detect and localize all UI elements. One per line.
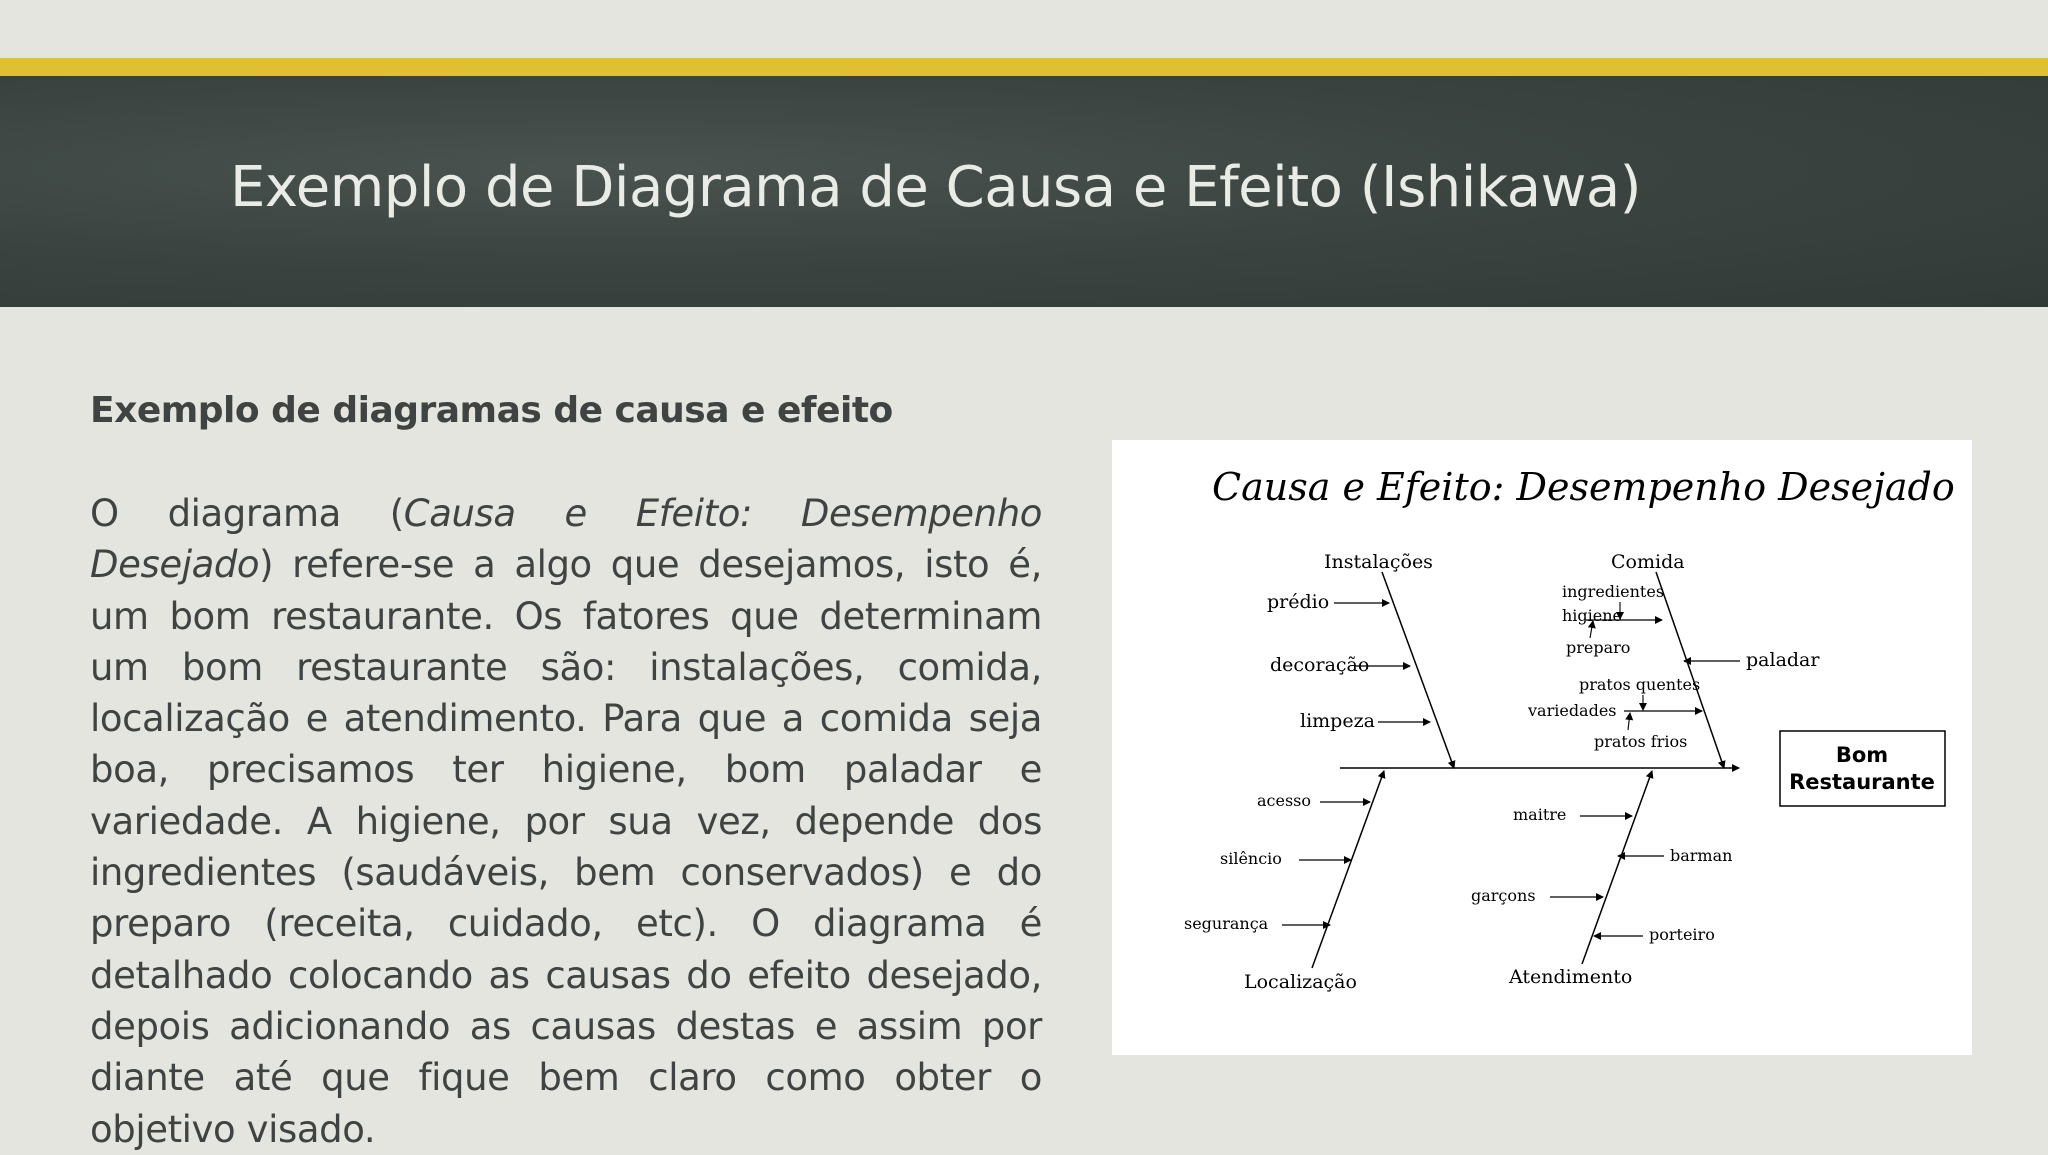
slide-title: Exemplo de Diagrama de Causa e Efeito (Ishikawa) <box>230 155 1642 220</box>
cause-predio: prédio <box>1267 591 1330 613</box>
cause-seguranca: segurança <box>1184 914 1269 933</box>
subcause-ingredientes: ingredientes <box>1562 582 1665 601</box>
cause-barman: barman <box>1670 846 1733 865</box>
fishbone-figure <box>1112 440 1972 1055</box>
effect-label-line1: Bom <box>1835 743 1889 767</box>
cause-silencio: silêncio <box>1220 849 1282 868</box>
cause-decoracao: decoração <box>1270 654 1370 676</box>
cause-garcons: garçons <box>1471 886 1536 905</box>
subcause-preparo: preparo <box>1566 638 1631 657</box>
subcause-arrow-pratos-frios <box>1628 713 1630 730</box>
category-localizacao: Localização <box>1244 971 1357 993</box>
category-comida: Comida <box>1611 551 1685 573</box>
category-instalacoes: Instalações <box>1324 551 1433 573</box>
effect-label-line2: Restaurante <box>1789 770 1935 794</box>
subheading: Exemplo de diagramas de causa e efeito <box>90 390 893 431</box>
bone-atendimento <box>1582 771 1652 964</box>
cause-paladar: paladar <box>1746 649 1820 671</box>
bone-localizacao <box>1312 771 1384 968</box>
accent-bar <box>0 58 2048 76</box>
cause-acesso: acesso <box>1257 791 1312 810</box>
category-atendimento: Atendimento <box>1509 966 1633 988</box>
diagram-title: Causa e Efeito: Desempenho Desejado <box>1212 465 1955 509</box>
paragraph-lead: O diagrama ( <box>90 492 404 535</box>
cause-porteiro: porteiro <box>1649 925 1715 944</box>
body-paragraph <box>90 488 1042 1155</box>
cause-limpeza: limpeza <box>1300 710 1375 732</box>
bone-instalacoes <box>1382 572 1454 768</box>
cause-variedades: variedades <box>1528 701 1617 720</box>
paragraph-diagram-name: Causa e Efeito: Desempenho Desejado <box>90 492 1042 587</box>
top-band <box>0 0 2048 58</box>
paragraph-rest: ) refere-se a algo que desejamos, isto é, um bom restaurante. Os fatores que determinam um bom restaurante são: instalações, comida, localização e atendimento. Para que a comida seja boa, precisamos ter higiene, bom paladar e variedade. A higiene, por sua vez, depende dos ingredientes (saudáveis, bem conservados) e do preparo (receita, cuidado, etc). O diagrama é detalhado colocando as causas do efeito desejado, depois adicionando as causas destas e assim por diante até que fique bem claro como obter o objetivo visado. <box>90 543 1042 1151</box>
cause-maitre: maitre <box>1513 805 1567 824</box>
cause-higiene: higiene <box>1562 606 1623 625</box>
fishbone-diagram <box>1112 440 1972 1055</box>
subcause-pratos-frios: pratos frios <box>1594 732 1688 751</box>
subcause-pratos-quentes: pratos quentes <box>1579 675 1701 694</box>
